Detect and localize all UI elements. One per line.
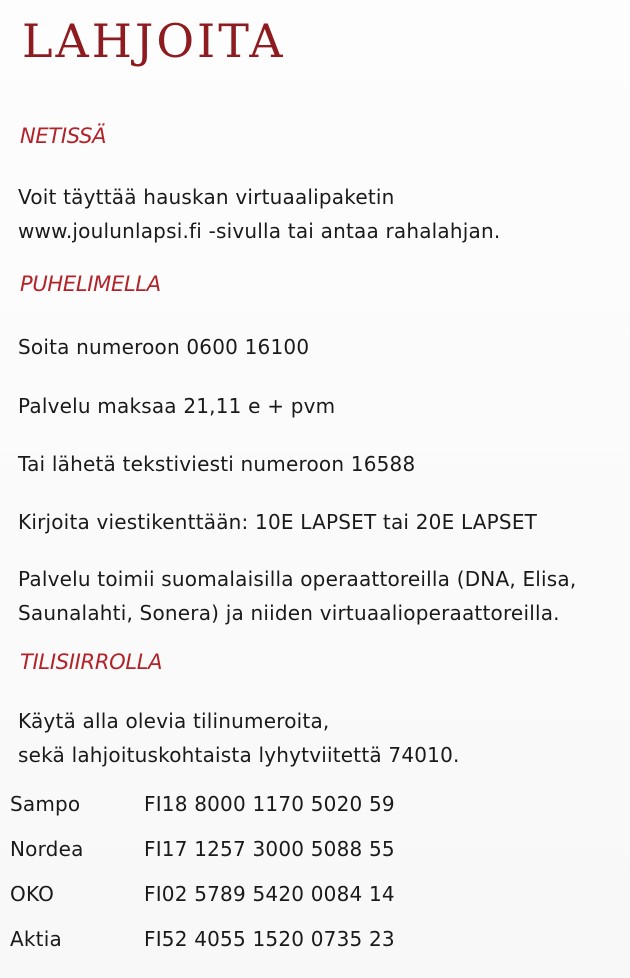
bank-name: OKO: [10, 882, 55, 906]
phone-price: Palvelu maksaa 21,11 e + pvm: [18, 394, 336, 418]
bank-row-nordea: [10, 837, 610, 882]
bank-name: Sampo: [10, 792, 81, 816]
bank-row-aktia: [10, 927, 610, 972]
bank-iban: FI17 1257 3000 5088 55: [144, 837, 395, 861]
section-heading-transfer: TILISIIRROLLA: [20, 650, 163, 674]
bank-row-oko: [10, 882, 610, 927]
bank-iban: FI52 4055 1520 0735 23: [144, 927, 395, 951]
phone-message-text: Kirjoita viestikenttään: 10E LAPSET tai 20E LAPSET: [18, 510, 538, 534]
transfer-line-1: Käytä alla olevia tilinumeroita,: [18, 709, 330, 733]
operators-line-1: Palvelu toimii suomalaisilla operaattoreilla (DNA, Elisa,: [18, 567, 577, 591]
online-line-2: www.joulunlapsi.fi -sivulla tai antaa rahalahjan.: [18, 219, 501, 243]
section-heading-online: NETISSÄ: [20, 124, 107, 148]
bank-iban: FI18 8000 1170 5020 59: [144, 792, 395, 816]
online-instructions: [18, 180, 500, 248]
bank-iban: FI02 5789 5420 0084 14: [144, 882, 395, 906]
bank-accounts-list: [10, 792, 610, 972]
phone-sms-number: Tai lähetä tekstiviesti numeroon 16588: [18, 452, 416, 476]
bank-row-sampo: [10, 792, 610, 837]
transfer-instructions: [18, 704, 460, 772]
bank-name: Aktia: [10, 927, 62, 951]
online-line-1: Voit täyttää hauskan virtuaalipaketin: [18, 185, 395, 209]
transfer-line-2: sekä lahjoituskohtaista lyhytviitettä 74010.: [18, 743, 460, 767]
section-heading-phone: PUHELIMELLA: [20, 272, 161, 296]
phone-operators: [18, 562, 576, 630]
bank-name: Nordea: [10, 837, 84, 861]
operators-line-2: Saunalahti, Sonera) ja niiden virtuaalioperaattoreilla.: [18, 601, 560, 625]
page-title: LAHJOITA: [22, 14, 286, 68]
phone-call-number: Soita numeroon 0600 16100: [18, 335, 310, 359]
